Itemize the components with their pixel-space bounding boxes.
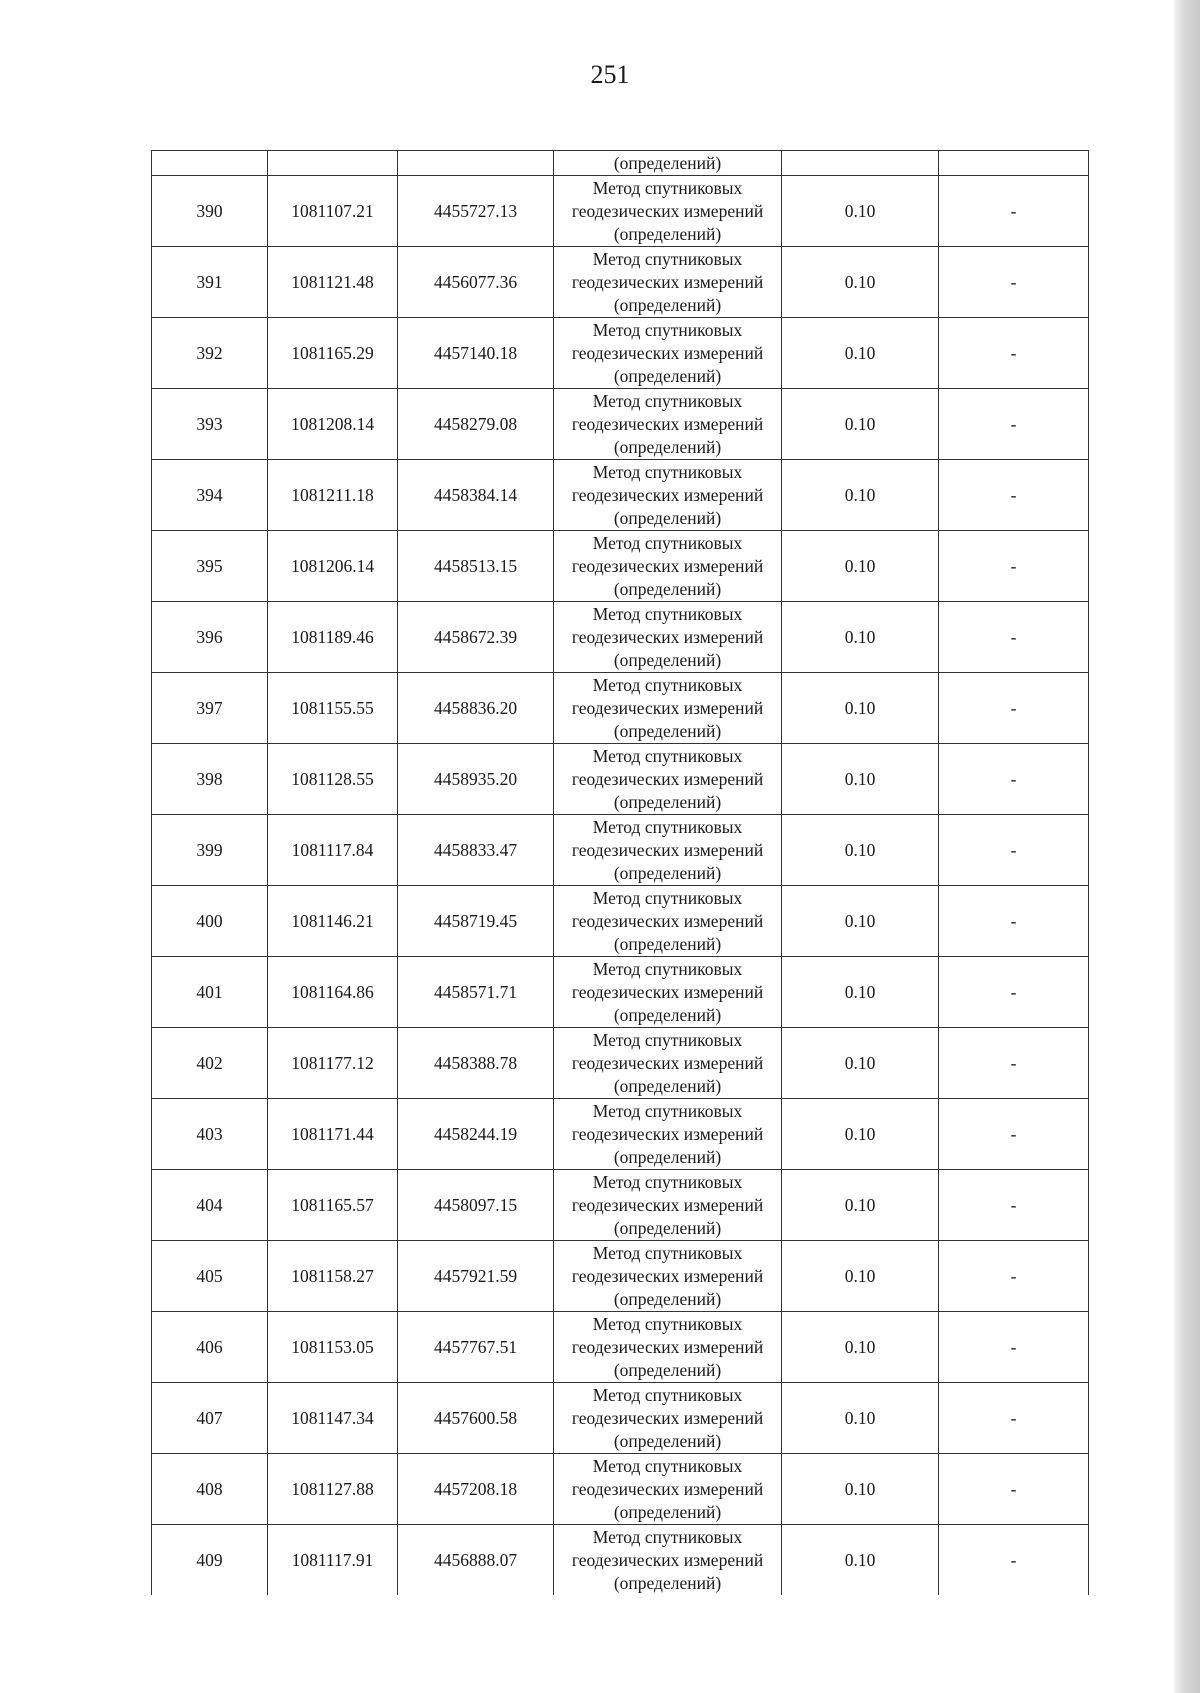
method-line: геодезических измерений (571, 1265, 764, 1286)
method-line: Метод спутниковых (592, 1029, 743, 1050)
method-cell (554, 673, 782, 744)
table-row (152, 673, 1089, 744)
method-cell (554, 1028, 782, 1099)
accuracy-cell: 0.10 (782, 1099, 939, 1170)
method-line: Метод спутниковых (592, 1242, 743, 1263)
method-line: (определений) (613, 1359, 722, 1380)
table-row (152, 531, 1089, 602)
note-cell: - (939, 460, 1089, 531)
note-cell: - (939, 318, 1089, 389)
method-cell (554, 531, 782, 602)
note-cell: - (939, 957, 1089, 1028)
table-row (152, 1383, 1089, 1454)
accuracy-cell: 0.10 (782, 176, 939, 247)
point-number-cell: 392 (152, 318, 268, 389)
note-cell: - (939, 886, 1089, 957)
method-line: Метод спутниковых (592, 319, 743, 340)
point-number-cell: 396 (152, 602, 268, 673)
method-cell (554, 1170, 782, 1241)
y-coordinate-cell: 4456888.07 (398, 1525, 554, 1596)
method-line: Метод спутниковых (592, 1171, 743, 1192)
note-cell: - (939, 1241, 1089, 1312)
method-line: (определений) (613, 436, 722, 457)
accuracy-cell: 0.10 (782, 602, 939, 673)
note-cell: - (939, 1454, 1089, 1525)
table-row (152, 176, 1089, 247)
method-line: геодезических измерений (571, 981, 764, 1002)
method-line: Метод спутниковых (592, 390, 743, 411)
y-coordinate-cell: 4457208.18 (398, 1454, 554, 1525)
method-line: геодезических измерений (571, 768, 764, 789)
method-line: геодезических измерений (571, 484, 764, 505)
table-row (152, 815, 1089, 886)
table-row (152, 957, 1089, 1028)
accuracy-cell: 0.10 (782, 531, 939, 602)
note-cell: - (939, 1099, 1089, 1170)
method-line: (определений) (613, 507, 722, 528)
accuracy-cell: 0.10 (782, 886, 939, 957)
page-number: 251 (590, 60, 630, 89)
accuracy-cell: 0.10 (782, 247, 939, 318)
method-line: Метод спутниковых (592, 1313, 743, 1334)
point-number-cell: 395 (152, 531, 268, 602)
coordinates-table (151, 150, 1089, 1595)
method-line: геодезических измерений (571, 697, 764, 718)
method-line: геодезических измерений (571, 839, 764, 860)
accuracy-cell: 0.10 (782, 744, 939, 815)
note-cell: - (939, 247, 1089, 318)
method-cell (554, 247, 782, 318)
y-coordinate-cell: 4457767.51 (398, 1312, 554, 1383)
note-cell: - (939, 815, 1089, 886)
point-number-cell: 397 (152, 673, 268, 744)
y-coordinate-cell: 4456077.36 (398, 247, 554, 318)
accuracy-cell: 0.10 (782, 1170, 939, 1241)
y-coordinate-cell: 4458935.20 (398, 744, 554, 815)
y-coordinate-cell: 4457921.59 (398, 1241, 554, 1312)
cell-empty (782, 151, 939, 176)
y-coordinate-cell: 4457600.58 (398, 1383, 554, 1454)
x-coordinate-cell: 1081107.21 (268, 176, 398, 247)
note-cell: - (939, 602, 1089, 673)
method-line: (определений) (613, 1075, 722, 1096)
note-cell: - (939, 1312, 1089, 1383)
y-coordinate-cell: 4458097.15 (398, 1170, 554, 1241)
point-number-cell: 400 (152, 886, 268, 957)
table-row (152, 1241, 1089, 1312)
x-coordinate-cell: 1081177.12 (268, 1028, 398, 1099)
y-coordinate-cell: 4458244.19 (398, 1099, 554, 1170)
table-row (152, 1028, 1089, 1099)
method-line: геодезических измерений (571, 1052, 764, 1073)
point-number-cell: 402 (152, 1028, 268, 1099)
coordinates-table-body (152, 151, 1089, 1596)
y-coordinate-cell: 4458836.20 (398, 673, 554, 744)
accuracy-cell: 0.10 (782, 1312, 939, 1383)
method-line: (определений) (613, 1004, 722, 1025)
point-number-cell: 393 (152, 389, 268, 460)
table-row (152, 602, 1089, 673)
method-line: Метод спутниковых (592, 674, 743, 695)
point-number-cell: 404 (152, 1170, 268, 1241)
table-row (152, 1525, 1089, 1596)
x-coordinate-cell: 1081155.55 (268, 673, 398, 744)
method-line: (определений) (613, 1572, 722, 1593)
method-cell (554, 176, 782, 247)
method-line: геодезических измерений (571, 413, 764, 434)
y-coordinate-cell: 4458672.39 (398, 602, 554, 673)
method-line: Метод спутниковых (592, 1526, 743, 1547)
point-number-cell: 409 (152, 1525, 268, 1596)
table-row (152, 318, 1089, 389)
method-cell (554, 1383, 782, 1454)
method-line: геодезических измерений (571, 910, 764, 931)
accuracy-cell: 0.10 (782, 1028, 939, 1099)
method-line: геодезических измерений (571, 342, 764, 363)
accuracy-cell: 0.10 (782, 318, 939, 389)
method-line: геодезических измерений (571, 555, 764, 576)
continuation-row (152, 151, 1089, 176)
method-line: Метод спутниковых (592, 461, 743, 482)
method-line: геодезических измерений (571, 1194, 764, 1215)
method-line: (определений) (613, 1501, 722, 1522)
method-line: Метод спутниковых (592, 177, 743, 198)
method-line: Метод спутниковых (592, 1455, 743, 1476)
method-line: (определений) (613, 1146, 722, 1167)
y-coordinate-cell: 4458384.14 (398, 460, 554, 531)
method-line: (определений) (613, 933, 722, 954)
accuracy-cell: 0.10 (782, 815, 939, 886)
x-coordinate-cell: 1081211.18 (268, 460, 398, 531)
note-cell: - (939, 744, 1089, 815)
x-coordinate-cell: 1081147.34 (268, 1383, 398, 1454)
method-line: геодезических измерений (571, 1123, 764, 1144)
point-number-cell: 408 (152, 1454, 268, 1525)
accuracy-cell: 0.10 (782, 1383, 939, 1454)
point-number-cell: 403 (152, 1099, 268, 1170)
page-edge-shadow (1174, 0, 1200, 1693)
cell-empty (268, 151, 398, 176)
note-cell: - (939, 1525, 1089, 1596)
method-line: геодезических измерений (571, 1478, 764, 1499)
x-coordinate-cell: 1081206.14 (268, 531, 398, 602)
point-number-cell: 394 (152, 460, 268, 531)
x-coordinate-cell: 1081158.27 (268, 1241, 398, 1312)
method-line: (определений) (613, 649, 722, 670)
method-cell (554, 602, 782, 673)
method-line: Метод спутниковых (592, 1100, 743, 1121)
method-line: (определений) (613, 1430, 722, 1451)
x-coordinate-cell: 1081164.86 (268, 957, 398, 1028)
method-line: Метод спутниковых (592, 816, 743, 837)
method-line: (определений) (613, 1217, 722, 1238)
cell-empty (398, 151, 554, 176)
method-cell (554, 1099, 782, 1170)
accuracy-cell: 0.10 (782, 389, 939, 460)
x-coordinate-cell: 1081208.14 (268, 389, 398, 460)
x-coordinate-cell: 1081189.46 (268, 602, 398, 673)
x-coordinate-cell: 1081117.84 (268, 815, 398, 886)
method-line: (определений) (613, 294, 722, 315)
y-coordinate-cell: 4458571.71 (398, 957, 554, 1028)
method-cell (554, 318, 782, 389)
point-number-cell: 390 (152, 176, 268, 247)
table-row (152, 247, 1089, 318)
accuracy-cell: 0.10 (782, 1525, 939, 1596)
y-coordinate-cell: 4458513.15 (398, 531, 554, 602)
accuracy-cell: 0.10 (782, 1454, 939, 1525)
table-row (152, 1099, 1089, 1170)
method-line: (определений) (613, 578, 722, 599)
method-line: (определений) (613, 1288, 722, 1309)
method-line: геодезических измерений (571, 200, 764, 221)
x-coordinate-cell: 1081121.48 (268, 247, 398, 318)
method-cell (554, 744, 782, 815)
y-coordinate-cell: 4458719.45 (398, 886, 554, 957)
method-line: Метод спутниковых (592, 1384, 743, 1405)
table-row (152, 460, 1089, 531)
method-cell (554, 815, 782, 886)
method-line: геодезических измерений (571, 1549, 764, 1570)
y-coordinate-cell: 4455727.13 (398, 176, 554, 247)
method-line: Метод спутниковых (592, 887, 743, 908)
note-cell: - (939, 1383, 1089, 1454)
note-cell: - (939, 673, 1089, 744)
x-coordinate-cell: 1081153.05 (268, 1312, 398, 1383)
method-cell (554, 1454, 782, 1525)
point-number-cell: 405 (152, 1241, 268, 1312)
method-line: Метод спутниковых (592, 958, 743, 979)
note-cell: - (939, 1170, 1089, 1241)
accuracy-cell: 0.10 (782, 957, 939, 1028)
point-number-cell: 401 (152, 957, 268, 1028)
method-cell (554, 1525, 782, 1596)
point-number-cell: 407 (152, 1383, 268, 1454)
method-cell (554, 1241, 782, 1312)
method-line: Метод спутниковых (592, 603, 743, 624)
table-row (152, 389, 1089, 460)
x-coordinate-cell: 1081128.55 (268, 744, 398, 815)
method-cell (554, 886, 782, 957)
x-coordinate-cell: 1081146.21 (268, 886, 398, 957)
method-cell (554, 957, 782, 1028)
point-number-cell: 399 (152, 815, 268, 886)
table-row (152, 886, 1089, 957)
point-number-cell: 391 (152, 247, 268, 318)
cell-empty (939, 151, 1089, 176)
table-row (152, 1312, 1089, 1383)
x-coordinate-cell: 1081117.91 (268, 1525, 398, 1596)
method-cell (554, 389, 782, 460)
cell-empty (152, 151, 268, 176)
method-cell (554, 1312, 782, 1383)
note-cell: - (939, 531, 1089, 602)
table-row (152, 1170, 1089, 1241)
method-line: геодезических измерений (571, 626, 764, 647)
method-line: геодезических измерений (571, 1407, 764, 1428)
y-coordinate-cell: 4458833.47 (398, 815, 554, 886)
y-coordinate-cell: 4457140.18 (398, 318, 554, 389)
x-coordinate-cell: 1081165.29 (268, 318, 398, 389)
note-cell: - (939, 389, 1089, 460)
table-row (152, 744, 1089, 815)
method-line: Метод спутниковых (592, 745, 743, 766)
method-line: (определений) (613, 791, 722, 812)
method-line: геодезических измерений (571, 271, 764, 292)
point-number-cell: 406 (152, 1312, 268, 1383)
method-line: (определений) (613, 223, 722, 244)
accuracy-cell: 0.10 (782, 460, 939, 531)
x-coordinate-cell: 1081127.88 (268, 1454, 398, 1525)
y-coordinate-cell: 4458279.08 (398, 389, 554, 460)
method-cell (554, 460, 782, 531)
method-line: (определений) (613, 720, 722, 741)
accuracy-cell: 0.10 (782, 673, 939, 744)
method-line: Метод спутниковых (592, 248, 743, 269)
note-cell: - (939, 1028, 1089, 1099)
y-coordinate-cell: 4458388.78 (398, 1028, 554, 1099)
point-number-cell: 398 (152, 744, 268, 815)
method-line: (определений) (613, 862, 722, 883)
x-coordinate-cell: 1081165.57 (268, 1170, 398, 1241)
table-row (152, 1454, 1089, 1525)
x-coordinate-cell: 1081171.44 (268, 1099, 398, 1170)
accuracy-cell: 0.10 (782, 1241, 939, 1312)
note-cell: - (939, 176, 1089, 247)
method-line: геодезических измерений (571, 1336, 764, 1357)
continuation-method-cell: (определений) (554, 151, 782, 176)
method-line: (определений) (613, 365, 722, 386)
method-line: Метод спутниковых (592, 532, 743, 553)
